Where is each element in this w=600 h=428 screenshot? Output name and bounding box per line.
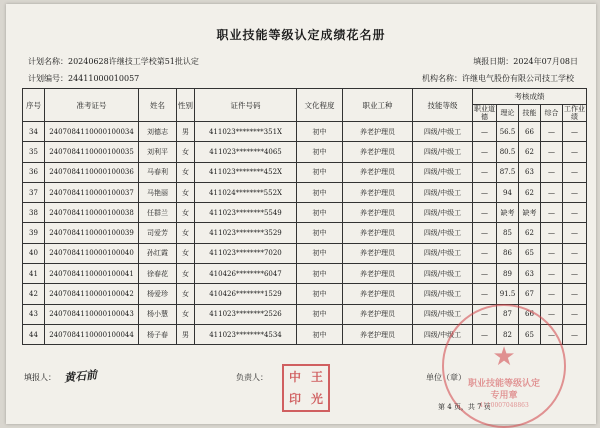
cell-seq: 36: [23, 162, 45, 182]
col-education: 文化程度: [297, 89, 343, 122]
cell-education: 初中: [297, 264, 343, 284]
cell-ticket: 2407084110000100038: [45, 203, 139, 223]
cell-id-no: 410426********6047: [195, 264, 297, 284]
cell-id-no: 411023********351X: [195, 122, 297, 142]
cell-education: 初中: [297, 243, 343, 263]
cell-theory: 80.5: [497, 142, 519, 162]
cell-occupation: 养老护理员: [343, 264, 413, 284]
cell-skill: 67: [519, 284, 541, 304]
seal-char: 光: [310, 392, 323, 406]
cell-theory: 86: [497, 243, 519, 263]
responsible-label: 负责人：: [236, 373, 268, 382]
cell-education: 初中: [297, 304, 343, 324]
col-ticket: 准考证号: [45, 89, 139, 122]
cell-education: 初中: [297, 142, 343, 162]
cell-work: —: [563, 284, 587, 304]
page-info: 第 4 页，共 7 页: [438, 403, 491, 411]
cell-level: 四级/中级工: [413, 182, 473, 202]
col-skill: 技能: [519, 105, 541, 122]
cell-level: 四级/中级工: [413, 122, 473, 142]
cell-education: 初中: [297, 223, 343, 243]
cell-skill: 66: [519, 304, 541, 324]
cell-skill: 63: [519, 162, 541, 182]
col-ethics: 职业道德: [474, 105, 495, 121]
plan-code-value: 24411000010057: [68, 74, 140, 83]
cell-level: 四级/中级工: [413, 284, 473, 304]
cell-comprehensive: —: [541, 162, 563, 182]
cell-work: —: [563, 122, 587, 142]
cell-education: 初中: [297, 122, 343, 142]
cell-ethics: —: [473, 324, 497, 344]
cell-name: 马艳丽: [139, 182, 177, 202]
cell-skill: 66: [519, 122, 541, 142]
cell-comprehensive: —: [541, 243, 563, 263]
cell-theory: 87.5: [497, 162, 519, 182]
org-name-value: 许继电气股份有限公司技工学校: [462, 74, 574, 83]
cell-seq: 34: [23, 122, 45, 142]
cell-work: —: [563, 243, 587, 263]
cell-id-no: 411023********3529: [195, 223, 297, 243]
cell-theory: 94: [497, 182, 519, 202]
col-theory: 理论: [497, 105, 519, 122]
roster-sheet: [6, 4, 596, 424]
col-id-no: 证件号码: [195, 89, 297, 122]
col-level: 技能等级: [413, 89, 473, 122]
table-row: [23, 182, 587, 202]
cell-ethics: —: [473, 182, 497, 202]
cell-ethics: —: [473, 203, 497, 223]
cell-comprehensive: —: [541, 122, 563, 142]
cell-theory: 91.5: [497, 284, 519, 304]
cell-work: —: [563, 223, 587, 243]
cell-education: 初中: [297, 203, 343, 223]
col-comprehensive: 综合: [541, 105, 563, 122]
cell-comprehensive: —: [541, 284, 563, 304]
cell-gender: 女: [177, 304, 195, 324]
cell-seq: 42: [23, 284, 45, 304]
cell-id-no: 410426********1529: [195, 284, 297, 304]
plan-name-label: 计划名称：: [28, 57, 68, 66]
cell-occupation: 养老护理员: [343, 243, 413, 263]
cell-gender: 男: [177, 122, 195, 142]
cell-seq: 37: [23, 182, 45, 202]
cell-comprehensive: —: [541, 142, 563, 162]
cell-id-no: 411023********7020: [195, 243, 297, 263]
unit-seal-label: 单位（章）: [426, 373, 466, 382]
cell-ethics: —: [473, 243, 497, 263]
cell-ticket: 2407084110000100042: [45, 284, 139, 304]
cell-occupation: 养老护理员: [343, 182, 413, 202]
cell-skill: 62: [519, 142, 541, 162]
cell-seq: 43: [23, 304, 45, 324]
table-row: [23, 162, 587, 182]
cell-seq: 40: [23, 243, 45, 263]
cell-education: 初中: [297, 182, 343, 202]
cell-name: 杨爱珍: [139, 284, 177, 304]
cell-comprehensive: —: [541, 324, 563, 344]
cell-seq: 35: [23, 142, 45, 162]
fill-date-row: [473, 56, 578, 67]
cell-ethics: —: [473, 284, 497, 304]
cell-gender: 女: [177, 182, 195, 202]
cell-seq: 44: [23, 324, 45, 344]
cell-work: —: [563, 182, 587, 202]
cell-id-no: 411023********452X: [195, 162, 297, 182]
cell-theory: 82: [497, 324, 519, 344]
cell-comprehensive: —: [541, 223, 563, 243]
plan-name-value: 20240628许继技工学校第51批认定: [68, 57, 199, 66]
cell-occupation: 养老护理员: [343, 162, 413, 182]
cell-ethics: —: [473, 304, 497, 324]
cell-work: —: [563, 142, 587, 162]
cell-gender: 女: [177, 284, 195, 304]
cell-ticket: 2407084110000100044: [45, 324, 139, 344]
cell-education: 初中: [297, 324, 343, 344]
col-occupation: 职业工种: [343, 89, 413, 122]
seal-char: 王: [310, 370, 323, 384]
cell-name: 杨小慧: [139, 304, 177, 324]
cell-occupation: 养老护理员: [343, 324, 413, 344]
col-name: 姓名: [139, 89, 177, 122]
cell-level: 四级/中级工: [413, 264, 473, 284]
cell-id-no: 411023********4065: [195, 142, 297, 162]
star-icon: ★: [492, 342, 516, 372]
cell-gender: 女: [177, 243, 195, 263]
table-row: [23, 203, 587, 223]
plan-code-label: 计划编号：: [28, 74, 68, 83]
cell-gender: 女: [177, 162, 195, 182]
official-seal-number: 4110007048863: [479, 402, 529, 409]
cell-education: 初中: [297, 284, 343, 304]
col-work: 工作业绩: [564, 105, 586, 121]
cell-name: 刘利平: [139, 142, 177, 162]
table-row: [23, 142, 587, 162]
cell-theory: 缺考: [497, 203, 519, 223]
seal-char: 印: [288, 392, 301, 406]
filler-signature: 黄石前: [63, 368, 98, 385]
col-scores-group: 考核成绩: [473, 89, 587, 105]
cell-name: 刘德志: [139, 122, 177, 142]
cell-occupation: 养老护理员: [343, 284, 413, 304]
cell-ticket: 2407084110000100043: [45, 304, 139, 324]
cell-id-no: 411023********5549: [195, 203, 297, 223]
cell-skill: 63: [519, 264, 541, 284]
cell-level: 四级/中级工: [413, 142, 473, 162]
cell-id-no: 411023********4534: [195, 324, 297, 344]
cell-level: 四级/中级工: [413, 162, 473, 182]
cell-theory: 89: [497, 264, 519, 284]
cell-name: 司爱芳: [139, 223, 177, 243]
cell-skill: 缺考: [519, 203, 541, 223]
cell-work: —: [563, 304, 587, 324]
fill-date-label: 填报日期：: [473, 57, 514, 66]
seal-char: 中: [288, 370, 301, 384]
filler-label: 填报人：: [24, 373, 56, 382]
cell-work: —: [563, 203, 587, 223]
cell-level: 四级/中级工: [413, 304, 473, 324]
org-name-row: [422, 73, 574, 84]
cell-ethics: —: [473, 264, 497, 284]
cell-occupation: 养老护理员: [343, 122, 413, 142]
cell-skill: 62: [519, 223, 541, 243]
fill-date-value: 2024年07月08日: [513, 57, 578, 66]
cell-ticket: 2407084110000100035: [45, 142, 139, 162]
cell-ticket: 2407084110000100040: [45, 243, 139, 263]
cell-comprehensive: —: [541, 182, 563, 202]
cell-ethics: —: [473, 162, 497, 182]
cell-gender: 女: [177, 264, 195, 284]
plan-code-row: [28, 73, 139, 84]
cell-gender: 女: [177, 223, 195, 243]
plan-name-row: [28, 56, 199, 67]
cell-theory: 87: [497, 304, 519, 324]
cell-skill: 65: [519, 324, 541, 344]
cell-comprehensive: —: [541, 203, 563, 223]
cell-gender: 女: [177, 203, 195, 223]
cell-ethics: —: [473, 223, 497, 243]
cell-gender: 男: [177, 324, 195, 344]
cell-name: 任群兰: [139, 203, 177, 223]
cell-theory: 56.5: [497, 122, 519, 142]
cell-seq: 41: [23, 264, 45, 284]
cell-education: 初中: [297, 162, 343, 182]
cell-work: —: [563, 264, 587, 284]
document-title: 职业技能等级认定成绩花名册: [216, 28, 386, 42]
cell-ticket: 2407084110000100037: [45, 182, 139, 202]
cell-occupation: 养老护理员: [343, 304, 413, 324]
cell-seq: 38: [23, 203, 45, 223]
cell-name: 杨子春: [139, 324, 177, 344]
cell-occupation: 养老护理员: [343, 142, 413, 162]
cell-gender: 女: [177, 142, 195, 162]
col-seq: 序号: [23, 89, 45, 122]
cell-ticket: 2407084110000100041: [45, 264, 139, 284]
cell-comprehensive: —: [541, 304, 563, 324]
table-row: [23, 264, 587, 284]
cell-skill: 65: [519, 243, 541, 263]
cell-comprehensive: —: [541, 264, 563, 284]
cell-ethics: —: [473, 142, 497, 162]
cell-level: 四级/中级工: [413, 324, 473, 344]
cell-occupation: 养老护理员: [343, 223, 413, 243]
cell-ticket: 2407084110000100036: [45, 162, 139, 182]
cell-seq: 39: [23, 223, 45, 243]
col-gender: 性别: [177, 89, 195, 122]
cell-ticket: 2407084110000100039: [45, 223, 139, 243]
official-seal-line2: 专用章: [490, 391, 518, 401]
personal-seal: [282, 364, 330, 412]
cell-level: 四级/中级工: [413, 243, 473, 263]
cell-theory: 85: [497, 223, 519, 243]
cell-work: —: [563, 162, 587, 182]
cell-name: 孙红霞: [139, 243, 177, 263]
cell-id-no: 411023********2526: [195, 304, 297, 324]
table-row: [23, 243, 587, 263]
cell-ticket: 2407084110000100034: [45, 122, 139, 142]
cell-skill: 62: [519, 182, 541, 202]
cell-occupation: 养老护理员: [343, 203, 413, 223]
cell-name: 马春利: [139, 162, 177, 182]
cell-ethics: —: [473, 122, 497, 142]
official-seal-line1: 职业技能等级认定: [467, 379, 540, 389]
cell-level: 四级/中级工: [413, 223, 473, 243]
table-row: [23, 122, 587, 142]
cell-level: 四级/中级工: [413, 203, 473, 223]
org-name-label: 机构名称：: [422, 74, 462, 83]
table-row: [23, 284, 587, 304]
table-row: [23, 223, 587, 243]
cell-name: 徐春花: [139, 264, 177, 284]
cell-work: —: [563, 324, 587, 344]
cell-id-no: 411024********552X: [195, 182, 297, 202]
